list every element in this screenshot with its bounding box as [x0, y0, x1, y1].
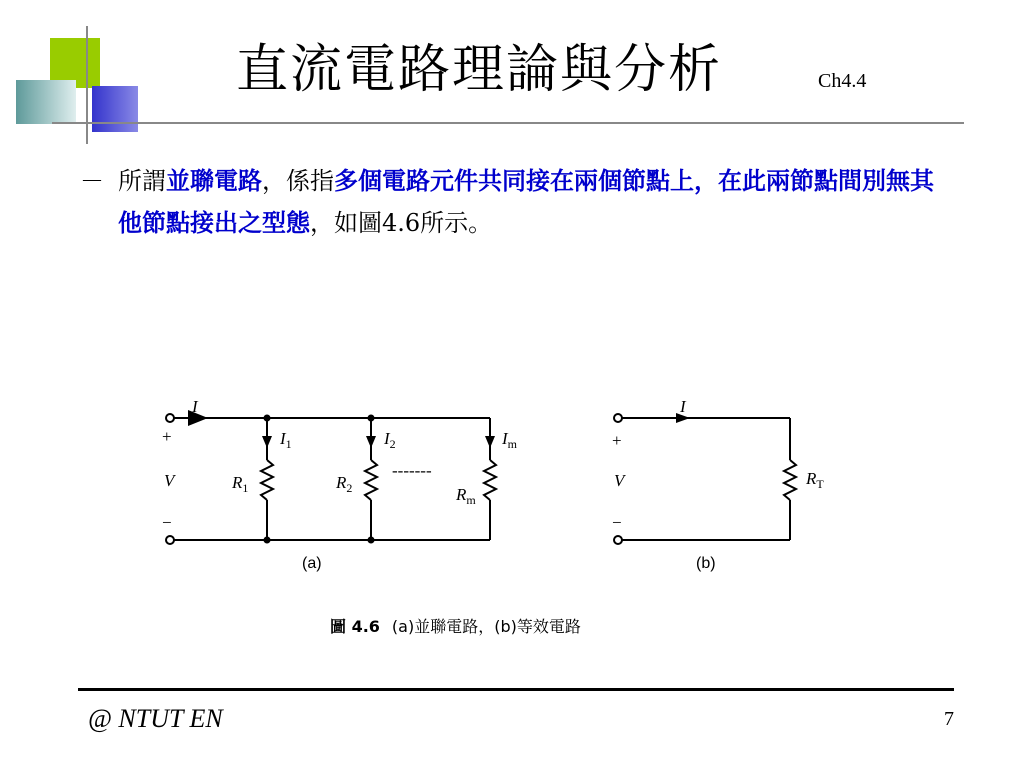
resistor-R1-label: $R_1$	[232, 473, 249, 495]
bullet-part: ，如圖4.6所示。	[310, 209, 493, 237]
bullet-part: ，係指	[262, 167, 334, 195]
circuit-figure	[150, 390, 850, 580]
deco-teal-square	[16, 80, 76, 124]
page-number: 7	[944, 708, 954, 730]
current-I2-label: $I_2$	[384, 429, 396, 451]
bullet-definition: 多個電路元件共同接在兩個節點上，在此兩節點間別無其他節點接出之型態	[118, 166, 934, 237]
minus-label-b: −	[612, 513, 622, 532]
bullet-term-parallel-circuit: 並聯電路	[166, 166, 262, 195]
slide-title: 直流電路理論與分析	[236, 40, 723, 100]
footer-text: @ NTUT EN	[88, 704, 223, 733]
resistor-RT-label: $R_T$	[806, 469, 824, 491]
bullet-text	[118, 160, 940, 244]
chapter-label: Ch4.4	[818, 70, 867, 92]
label-b: (b)	[696, 555, 716, 572]
current-I-label-b: I	[680, 397, 686, 416]
voltage-V-label-b: V	[614, 471, 625, 490]
resistor-Rm-label: $R_m$	[456, 485, 476, 507]
continuation-dots: -------	[392, 461, 432, 480]
label-a: (a)	[302, 555, 322, 572]
footer-divider	[78, 688, 954, 691]
bullet-part: 所謂	[118, 167, 166, 195]
caption-text: (a)並聯電路，(b)等效電路	[391, 617, 581, 636]
bullet-dash: －	[80, 167, 104, 195]
circuit-b	[614, 414, 796, 544]
figure-caption	[330, 614, 581, 637]
resistor-R2-label: $R_2$	[336, 473, 353, 495]
voltage-V-label-a: V	[164, 471, 175, 490]
caption-number: 圖 4.6	[330, 617, 380, 636]
current-I1-label: $I_1$	[280, 429, 292, 451]
current-I-label-a: I	[192, 397, 198, 416]
bullet-paragraph	[80, 160, 940, 244]
plus-label-a: +	[162, 427, 172, 446]
plus-label-b: +	[612, 431, 622, 450]
deco-blue-square	[92, 86, 138, 132]
deco-horizontal-line	[52, 122, 964, 124]
branch-arrows	[262, 436, 495, 448]
deco-vertical-line	[86, 26, 88, 144]
circuit-a	[166, 414, 496, 544]
current-Im-label: $I_m$	[502, 429, 518, 451]
minus-label-a: −	[162, 513, 172, 532]
